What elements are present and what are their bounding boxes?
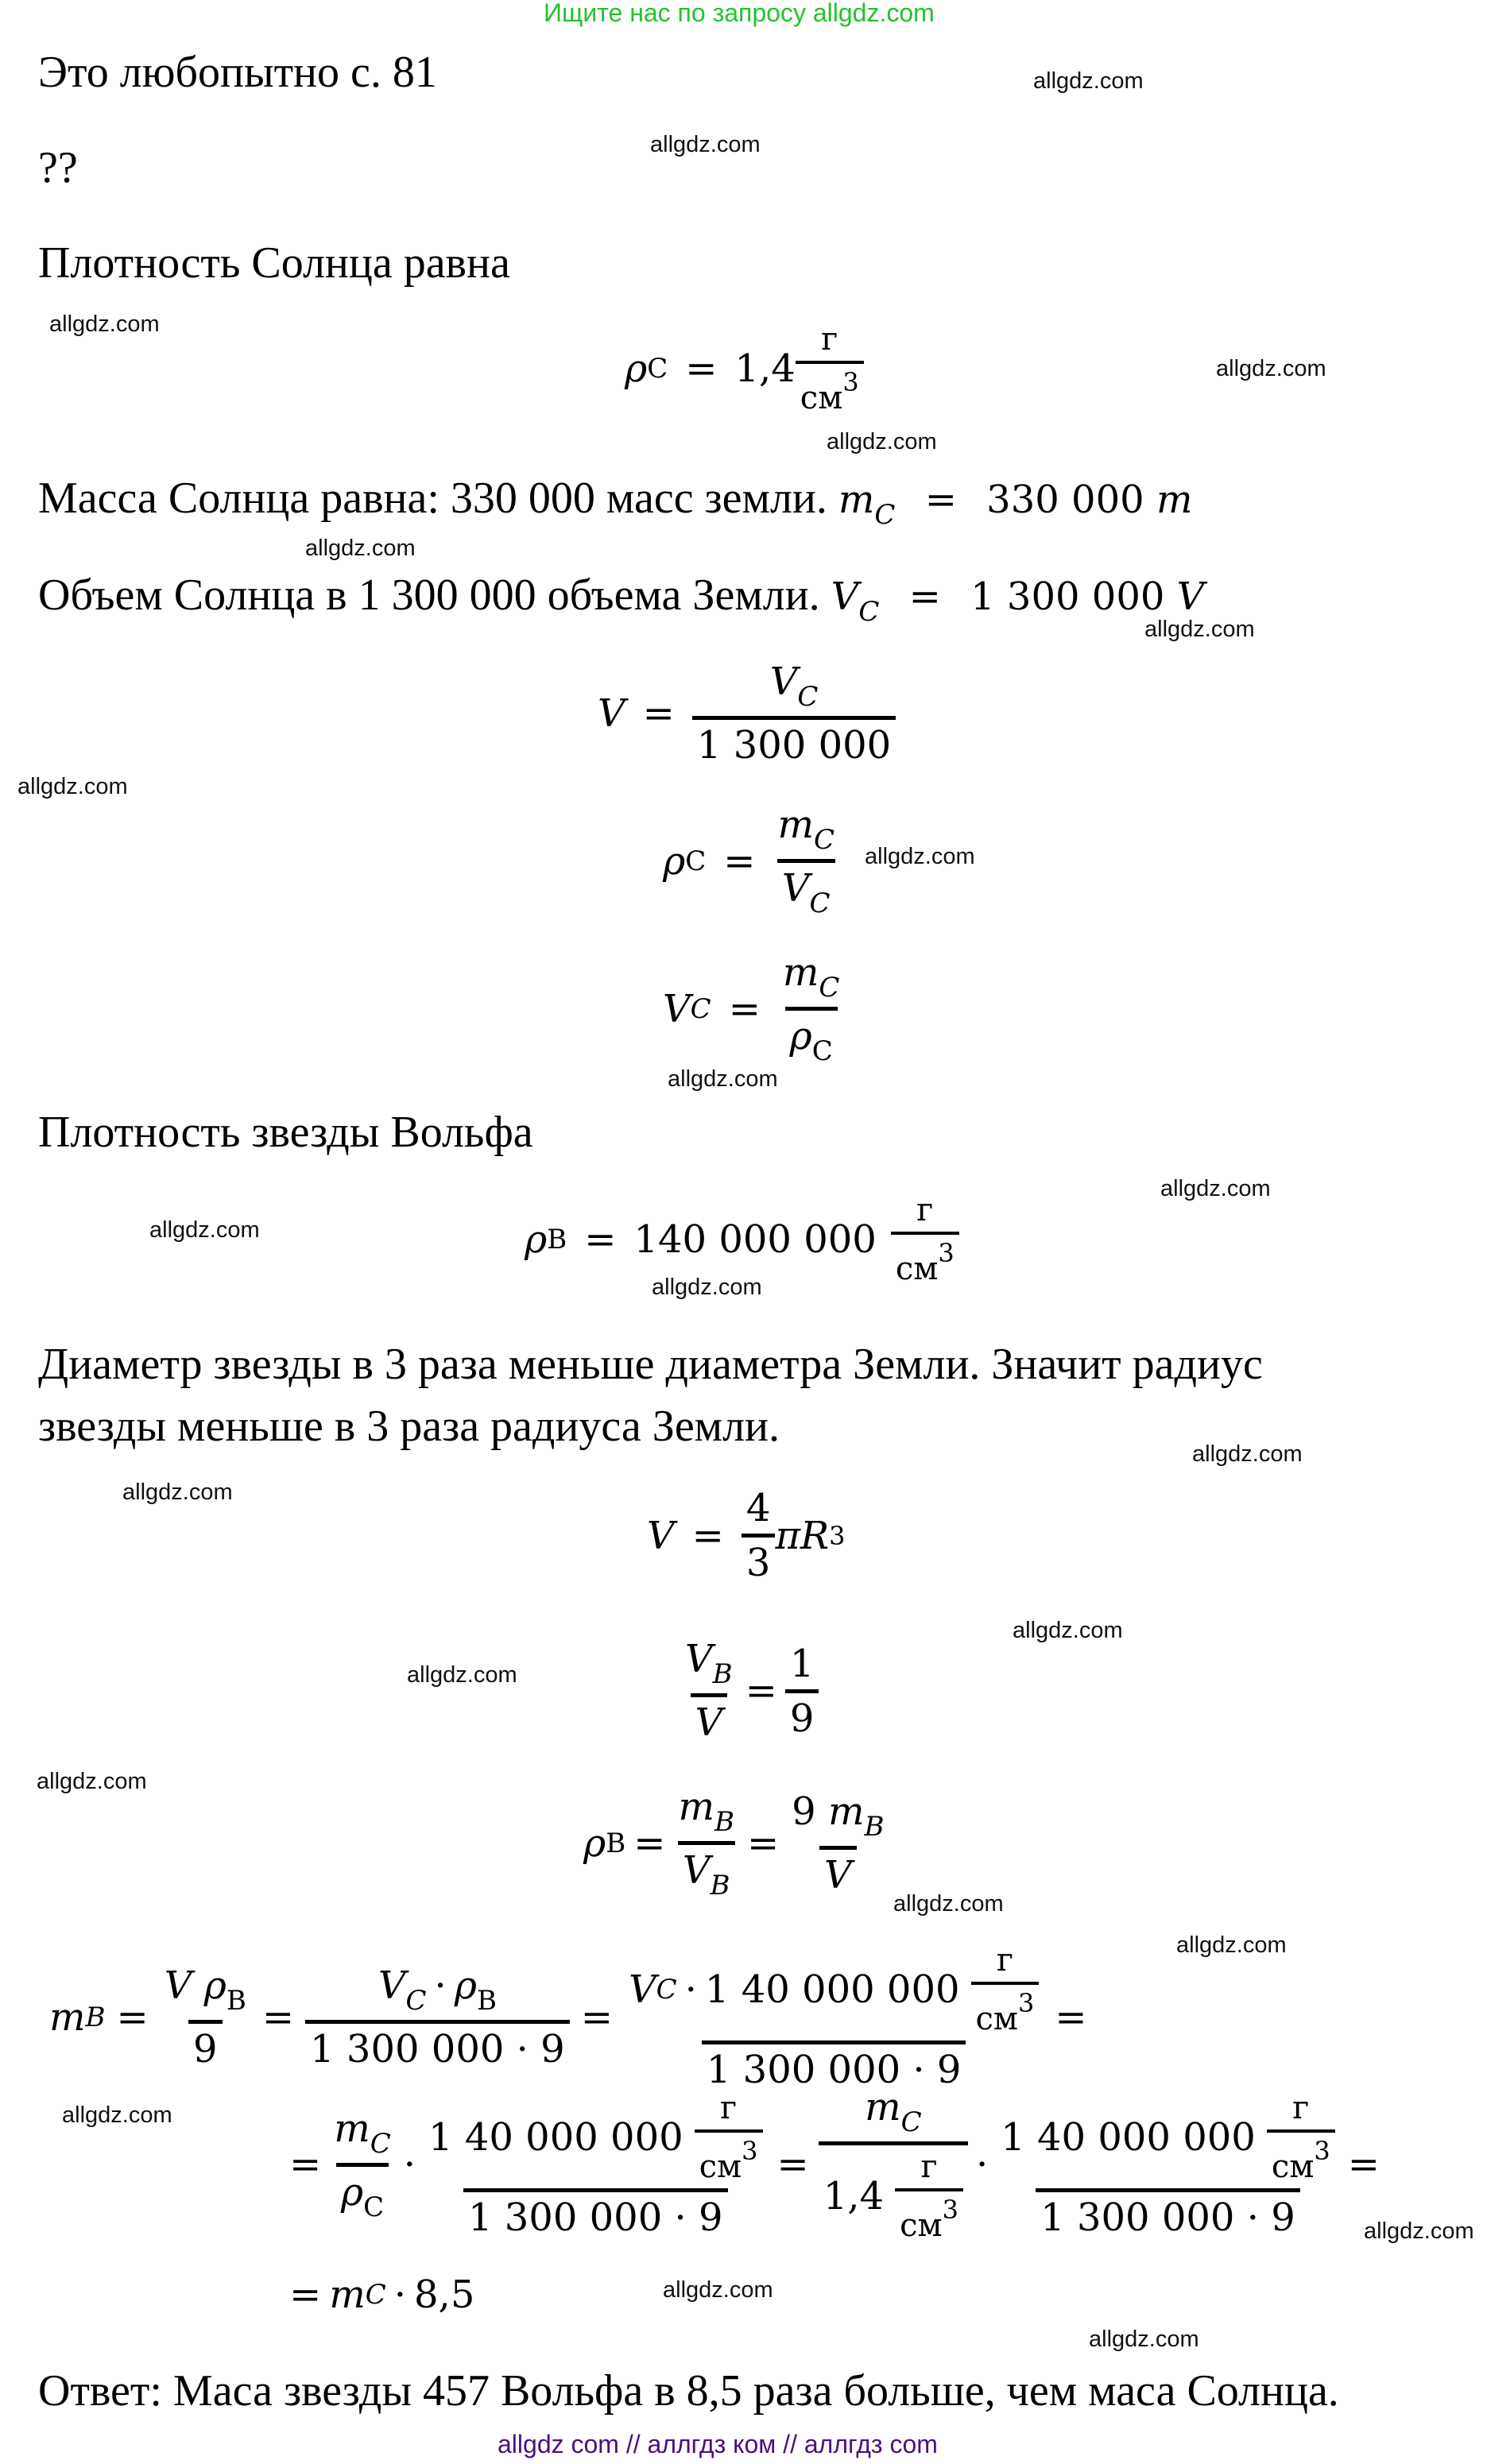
diameter-line-2: звезды меньше в 3 раза радиуса Земли. <box>38 1402 780 1451</box>
diameter-line-1: Диаметр звезды в 3 раза меньше диаметра Земли. Значит радиус <box>38 1340 1263 1389</box>
formula-sun-density-def: ρ С = $\frac{m_C}{V_C}$ <box>663 803 839 919</box>
watermark: allgdz.com <box>62 2102 172 2128</box>
question-marks: ?? <box>38 143 78 192</box>
value: 1,4 <box>734 346 796 391</box>
fraction: $\frac{V \rho_В}{9}$ <box>164 1963 246 2071</box>
promo-header[interactable]: Ищите нас по запросу allgdz.com <box>544 0 935 27</box>
watermark: allgdz.com <box>1160 1176 1271 1201</box>
watermark: allgdz.com <box>1144 617 1255 642</box>
watermark: allgdz.com <box>37 1769 147 1794</box>
formula-wolf-mass-1: m B = $\frac{V \rho_В}{9}$ = $\frac{V_C \cdot \rho_В}{1 300 000 \cdot 9}$ = V C · 1 40 000 000 $\frac{г}{см^3}$ 1 300 000 · 9 = <box>49 1942 1087 2092</box>
watermark: allgdz.com <box>663 2277 773 2303</box>
watermark: allgdz.com <box>1033 68 1144 94</box>
formula-wolf-density: ρ В = 140 000 000 $\frac{г}{см^3}$ <box>525 1192 959 1287</box>
watermark: allgdz.com <box>865 844 975 869</box>
formula-sun-volume: V C = $\frac{m_C}{\rho_С}$ <box>663 950 844 1067</box>
fraction: $\frac{9 m_B}{V}$ <box>792 1789 885 1897</box>
sun-mass-line: Масса Солнца равна: 330 000 масс земли. $m_C = 330$ 000 m <box>38 474 1193 531</box>
fraction: 1 40 000 000 $\frac{г}{см^3}$ 1 300 000 · 9 <box>424 2090 768 2240</box>
watermark: allgdz.com <box>17 774 128 799</box>
watermark: allgdz.com <box>1176 1932 1287 1958</box>
watermark: allgdz.com <box>1089 2327 1199 2352</box>
fraction: $\frac{4}{3}$ <box>742 1486 776 1585</box>
rho-symbol: ρ <box>625 346 648 391</box>
watermark: allgdz.com <box>668 1066 778 1092</box>
watermark: allgdz.com <box>893 1891 1004 1917</box>
watermark: allgdz.com <box>149 1217 260 1243</box>
watermark: allgdz.com <box>49 311 160 337</box>
footer-links[interactable]: allgdz com // аллгдз ком // аллгдз com <box>498 2430 938 2458</box>
watermark: allgdz.com <box>1192 1441 1303 1467</box>
watermark: allgdz.com <box>650 132 761 157</box>
wolf-density-label: Плотность звезды Вольфа <box>38 1108 533 1157</box>
fraction: $\frac{V_C}{1 300 000}$ <box>692 660 896 768</box>
fraction: $m_C$ 1,4 $\frac{г}{см^3}$ <box>819 2085 968 2244</box>
fraction: V C · 1 40 000 000 $\frac{г}{см^3}$ 1 300 000 · 9 <box>624 1942 1044 2092</box>
fraction: $\frac{V_B}{V}$ <box>685 1637 733 1745</box>
formula-earth-volume: V = $\frac{V_C}{1 300 000}$ <box>598 660 896 768</box>
fraction: $\frac{1}{9}$ <box>785 1642 819 1741</box>
formula-sun-density <box>625 321 864 416</box>
formula-volume-ratio: $\frac{V_B}{V}$ = $\frac{1}{9}$ <box>680 1637 819 1745</box>
watermark: allgdz.com <box>1364 2218 1474 2244</box>
equals: = <box>685 346 718 391</box>
watermark: allgdz.com <box>122 1480 233 1505</box>
watermark: allgdz.com <box>1216 356 1326 381</box>
formula-sphere-volume: V = $\frac{4}{3}$ π R 3 <box>647 1486 846 1585</box>
fraction: 1 40 000 000 $\frac{г}{см^3}$ 1 300 000 · 9 <box>996 2090 1340 2240</box>
answer-line: Ответ: Маса звезды 457 Вольфа в 8,5 раза больше, чем маса Солнца. <box>38 2366 1339 2416</box>
fraction: $\frac{m_C}{V_C}$ <box>777 803 835 919</box>
unit-fraction: $\frac{г}{см^3}$ <box>891 1192 959 1287</box>
watermark: allgdz.com <box>652 1275 762 1300</box>
watermark: allgdz.com <box>407 1662 517 1688</box>
watermark: allgdz.com <box>827 429 937 455</box>
watermark: allgdz.com <box>305 536 416 561</box>
unit-fraction: $\frac{г}{см^3}$ <box>796 321 864 416</box>
watermark: allgdz.com <box>1013 1618 1123 1643</box>
fraction: $\frac{V_C \cdot \rho_В}{1 300 000 \cdot 9}$ <box>305 1963 570 2071</box>
fraction: $\frac{m_C}{\rho_С}$ <box>782 950 840 1067</box>
subscript: С <box>647 353 668 385</box>
sun-volume-line: Объем Солнца в 1 300 000 объема Земли. $V_C = 1$ 300 000 V <box>38 571 1205 628</box>
section-title: Это любопытно с. 81 <box>38 48 437 97</box>
sun-density-label: Плотность Солнца равна <box>38 238 510 288</box>
formula-result: = m C · 8,5 <box>289 2273 475 2317</box>
formula-wolf-mass-2: = $\frac{m_C}{\rho_С}$ · 1 40 000 000 $\frac{г}{см^3}$ 1 300 000 · 9 = $m_C$ 1,4 $\frac{г}{см^3}$ · 1 40 000 000 $\frac{г}{см^3}$ 1 300 000 · 9 = <box>289 2085 1380 2244</box>
formula-wolf-density-def: ρ В = $\frac{m_B}{V_B}$ = $\frac{9 m_B}{V}$ <box>583 1785 889 1901</box>
fraction: $\frac{m_C}{\rho_С}$ <box>334 2106 391 2223</box>
fraction: $\frac{m_B}{V_B}$ <box>678 1785 734 1901</box>
